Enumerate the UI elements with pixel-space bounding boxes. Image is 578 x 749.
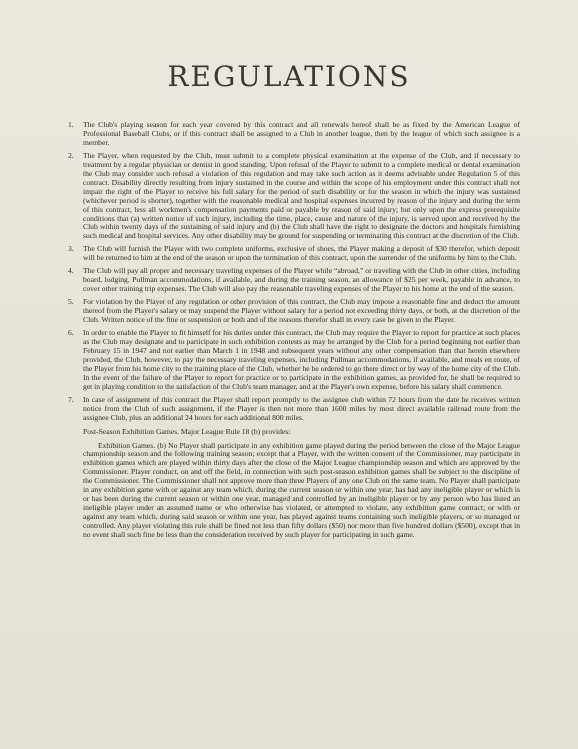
clause-number: 2. [68, 150, 74, 160]
clause-5 [68, 298, 520, 325]
clause-number: 3. [68, 244, 74, 254]
clause-number: 4. [68, 266, 74, 276]
clause-text: In order to enable the Player to fit himself for his duties under this contract, the Club may require the Player to report for practice at such places as the Club may designate and to participate in such exhibition contests as may be arranged by the Club for a period beginning not earlier than February 15 in 1947 and not earlier than March 1 in 1948 and subsequent years without any other compensation than that herein elsewhere provided, the Club, however, to pay the necessary traveling expenses, including Pullman accommodations, if available, and meals en route, of the Player from his home city to the training place of the Club, whether he be ordered to go there direct or by way of the home city of the Club. In the event of the failure of the Player to report for practice or to participate in the exhibition games, as provided for, he shall be required to get in playing condition to the satisfaction of the Club's team manager, and at the Player's own expense, before his salary shall commence. [83, 328, 520, 391]
clause-2 [68, 152, 520, 242]
clause-text: The Player, when requested by the Club, must submit to a complete physical examination at the expense of the Club, and if necessary to treatment by a regular physician or dentist in good standing. Upon refusal of the Player to submit to a complete medical or dental examination the Club may consider such refusal a violation of this regulation and may take such action as it deems advisable under Regulation 5 of this contract. Disability directly resulting from injury sustained in the course and within the scope of his employment under this contract shall not impair the right of the Player to receive his full salary for the period of such disability or for the season in which the injury was sustained (whichever period is shorter), together with the reasonable medical and hospital expenses incurred by reason of the injury and during the term of this contract, less all workmen's compensation payments paid or payable by reason of said injury; but only upon the express prerequisite conditions that (a) written notice of such injury, including the time, place, cause and nature of the injury, is served upon and received by the Club within twenty days of the sustaining of said injury and (b) the Club shall have the right to designate the doctors and hospitals furnishing such medical and hospital services. Any other disability may be ground for suspending or terminating this contract at the discretion of the Club. [83, 150, 520, 241]
clause-text: In case of assignment of this contract the Player shall report promptly to the assignee club within 72 hours from the date he receives written notice from the Club of such assignment, if the Player is then not more than 1600 miles by most direct available railroad route from the assignee Club, plus an additional 24 hours for each additional 800 miles. [83, 394, 520, 422]
regulations-body [68, 121, 520, 540]
clause-6 [68, 329, 520, 392]
clause-text: The Club will pay all proper and necessary traveling expenses of the Player while “abroad,” or traveling with the Club in other cities, including board, lodging, Pullman accommodations, if available, and during the training season, an allowance of $25 per week, payable in advance, to cover other training trip expenses. The Club will also pay the reasonable traveling expenses of the Player to his home at the end of the season. [83, 266, 520, 294]
clause-7 [68, 396, 520, 423]
clause-3 [68, 245, 520, 263]
clause-4 [68, 267, 520, 294]
clause-1 [68, 121, 520, 148]
page-title: REGULATIONS [167, 60, 411, 93]
clause-number: 6. [68, 328, 74, 338]
clause-text: For violation by the Player of any regulation or other provision of this contract, the Club may impose a reasonable fine and deduct the amount thereof from the Player's salary or may suspend the Player without salary for a period not exceeding thirty days, or both, at the discretion of the Club. Written notice of the fine or suspension or both and of the reasons therefor shall in every case be given to the Player. [83, 297, 520, 325]
post-season-rule-text: Exhibition Games. (b) No Player shall participate in any exhibition game played during the period between the close of the Major League championship season and the following training season; except that a Player, with the written consent of the Commissioner, may participate in exhibition games which are played within thirty days after the close of the Major League championship season and which are approved by the Commissioner. Player conduct, on and off the field, in connection with such post-season exhibition games shall be subject to the discipline of the Commissioner. The Commissioner shall not approve more than three Players of any one Club on the same team. No Player shall participate in any exhibition game with or against any team which, during the current season or within one year, has had any ineligible player or which is or has been during the current season or within one year, managed and controlled by an ineligible player or by any person who has listed an ineligible player under an assumed name or who otherwise has violated, or attempted to violate, any exhibition game contract; or with or against any team which, during said season or within one year, has played against teams containing such ineligible players, or so managed or controlled. Any player violating this rule shall be fined not less than fifty dollars ($50) nor more than five hundred dollars ($500), except that in no event shall such fine be less than the consideration received by such player for participating in such game. [83, 440, 520, 540]
post-season-heading: Post-Season Exhibition Games. Major League Rule 18 (b) provides: [83, 426, 291, 436]
clause-text: The Club will furnish the Player with two complete uniforms, exclusive of shoes, the Player making a deposit of $30 therefor, which deposit will be returned to him at the end of the season or upon the termination of this contract, upon the surrender of the uniforms by him to the Club. [83, 244, 520, 263]
clause-number: 7. [68, 394, 74, 404]
clause-number: 5. [68, 297, 74, 307]
clause-number: 1. [68, 120, 74, 129]
clause-text: The Club's playing season for each year covered by this contract and all renewals hereof shall be as fixed by the American League of Professional Baseball Clubs, or if this contract shall be assigned to a Club in another league, then by the league of which such assignee is a member. [83, 120, 520, 147]
